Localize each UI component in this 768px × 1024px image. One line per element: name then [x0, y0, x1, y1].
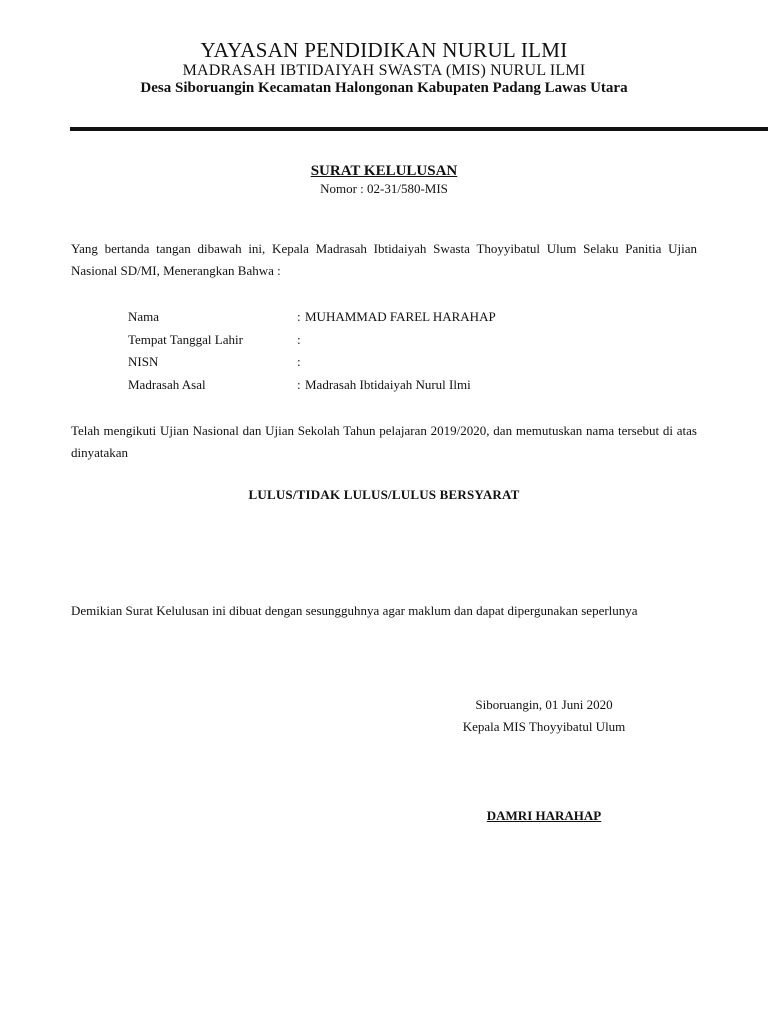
school-name: MADRASAH IBTIDAIYAH SWASTA (MIS) NURUL ILMI	[182, 62, 586, 79]
field-label: NISN	[128, 354, 159, 369]
field-colon: :	[297, 332, 301, 347]
school-address: Desa Siboruangin Kecamatan Halongonan Kabupaten Padang Lawas Utara	[140, 80, 628, 96]
letter-title: SURAT KELULUSAN	[310, 163, 458, 179]
opening-paragraph: Yang bertanda tangan dibawah ini, Kepala Madrasah Ibtidaiyah Swasta Thoyyibatul Ulum Selaku Panitia Ujian Nasional SD/MI, Menerangkan Bahwa :	[71, 241, 697, 278]
signature-place-date: Siboruangin, 01 Juni 2020	[475, 697, 613, 712]
foundation-name: YAYASAN PENDIDIKAN NURUL ILMI	[200, 38, 568, 62]
signature-name: DAMRI HARAHAP	[486, 808, 602, 823]
field-row-nisn	[128, 351, 688, 373]
field-colon: :	[297, 354, 301, 369]
closing-paragraph: Demikian Surat Kelulusan ini dibuat dengan sesungguhnya agar maklum dan dapat dipergunakan seperlunya	[71, 603, 638, 618]
letterhead-divider	[70, 127, 768, 131]
graduation-result: LULUS/TIDAK LULUS/LULUS BERSYARAT	[248, 487, 520, 502]
statement-paragraph: Telah mengikuti Ujian Nasional dan Ujian Sekolah Tahun pelajaran 2019/2020, dan memutuskan nama tersebut di atas dinyatakan	[71, 423, 697, 460]
signature-role: Kepala MIS Thoyyibatul Ulum	[462, 719, 626, 734]
field-colon: :	[297, 309, 301, 324]
field-label: Madrasah Asal	[128, 377, 206, 392]
field-row-name	[128, 306, 688, 328]
field-value: MUHAMMAD FAREL HARAHAP	[305, 309, 496, 324]
field-row-birth	[128, 329, 688, 351]
field-label: Tempat Tanggal Lahir	[128, 332, 243, 347]
letter-number: Nomor : 02-31/580-MIS	[320, 181, 448, 196]
field-label: Nama	[128, 309, 160, 324]
field-colon: :	[297, 377, 301, 392]
field-row-origin-school	[128, 374, 688, 396]
field-value: Madrasah Ibtidaiyah Nurul Ilmi	[305, 377, 471, 392]
